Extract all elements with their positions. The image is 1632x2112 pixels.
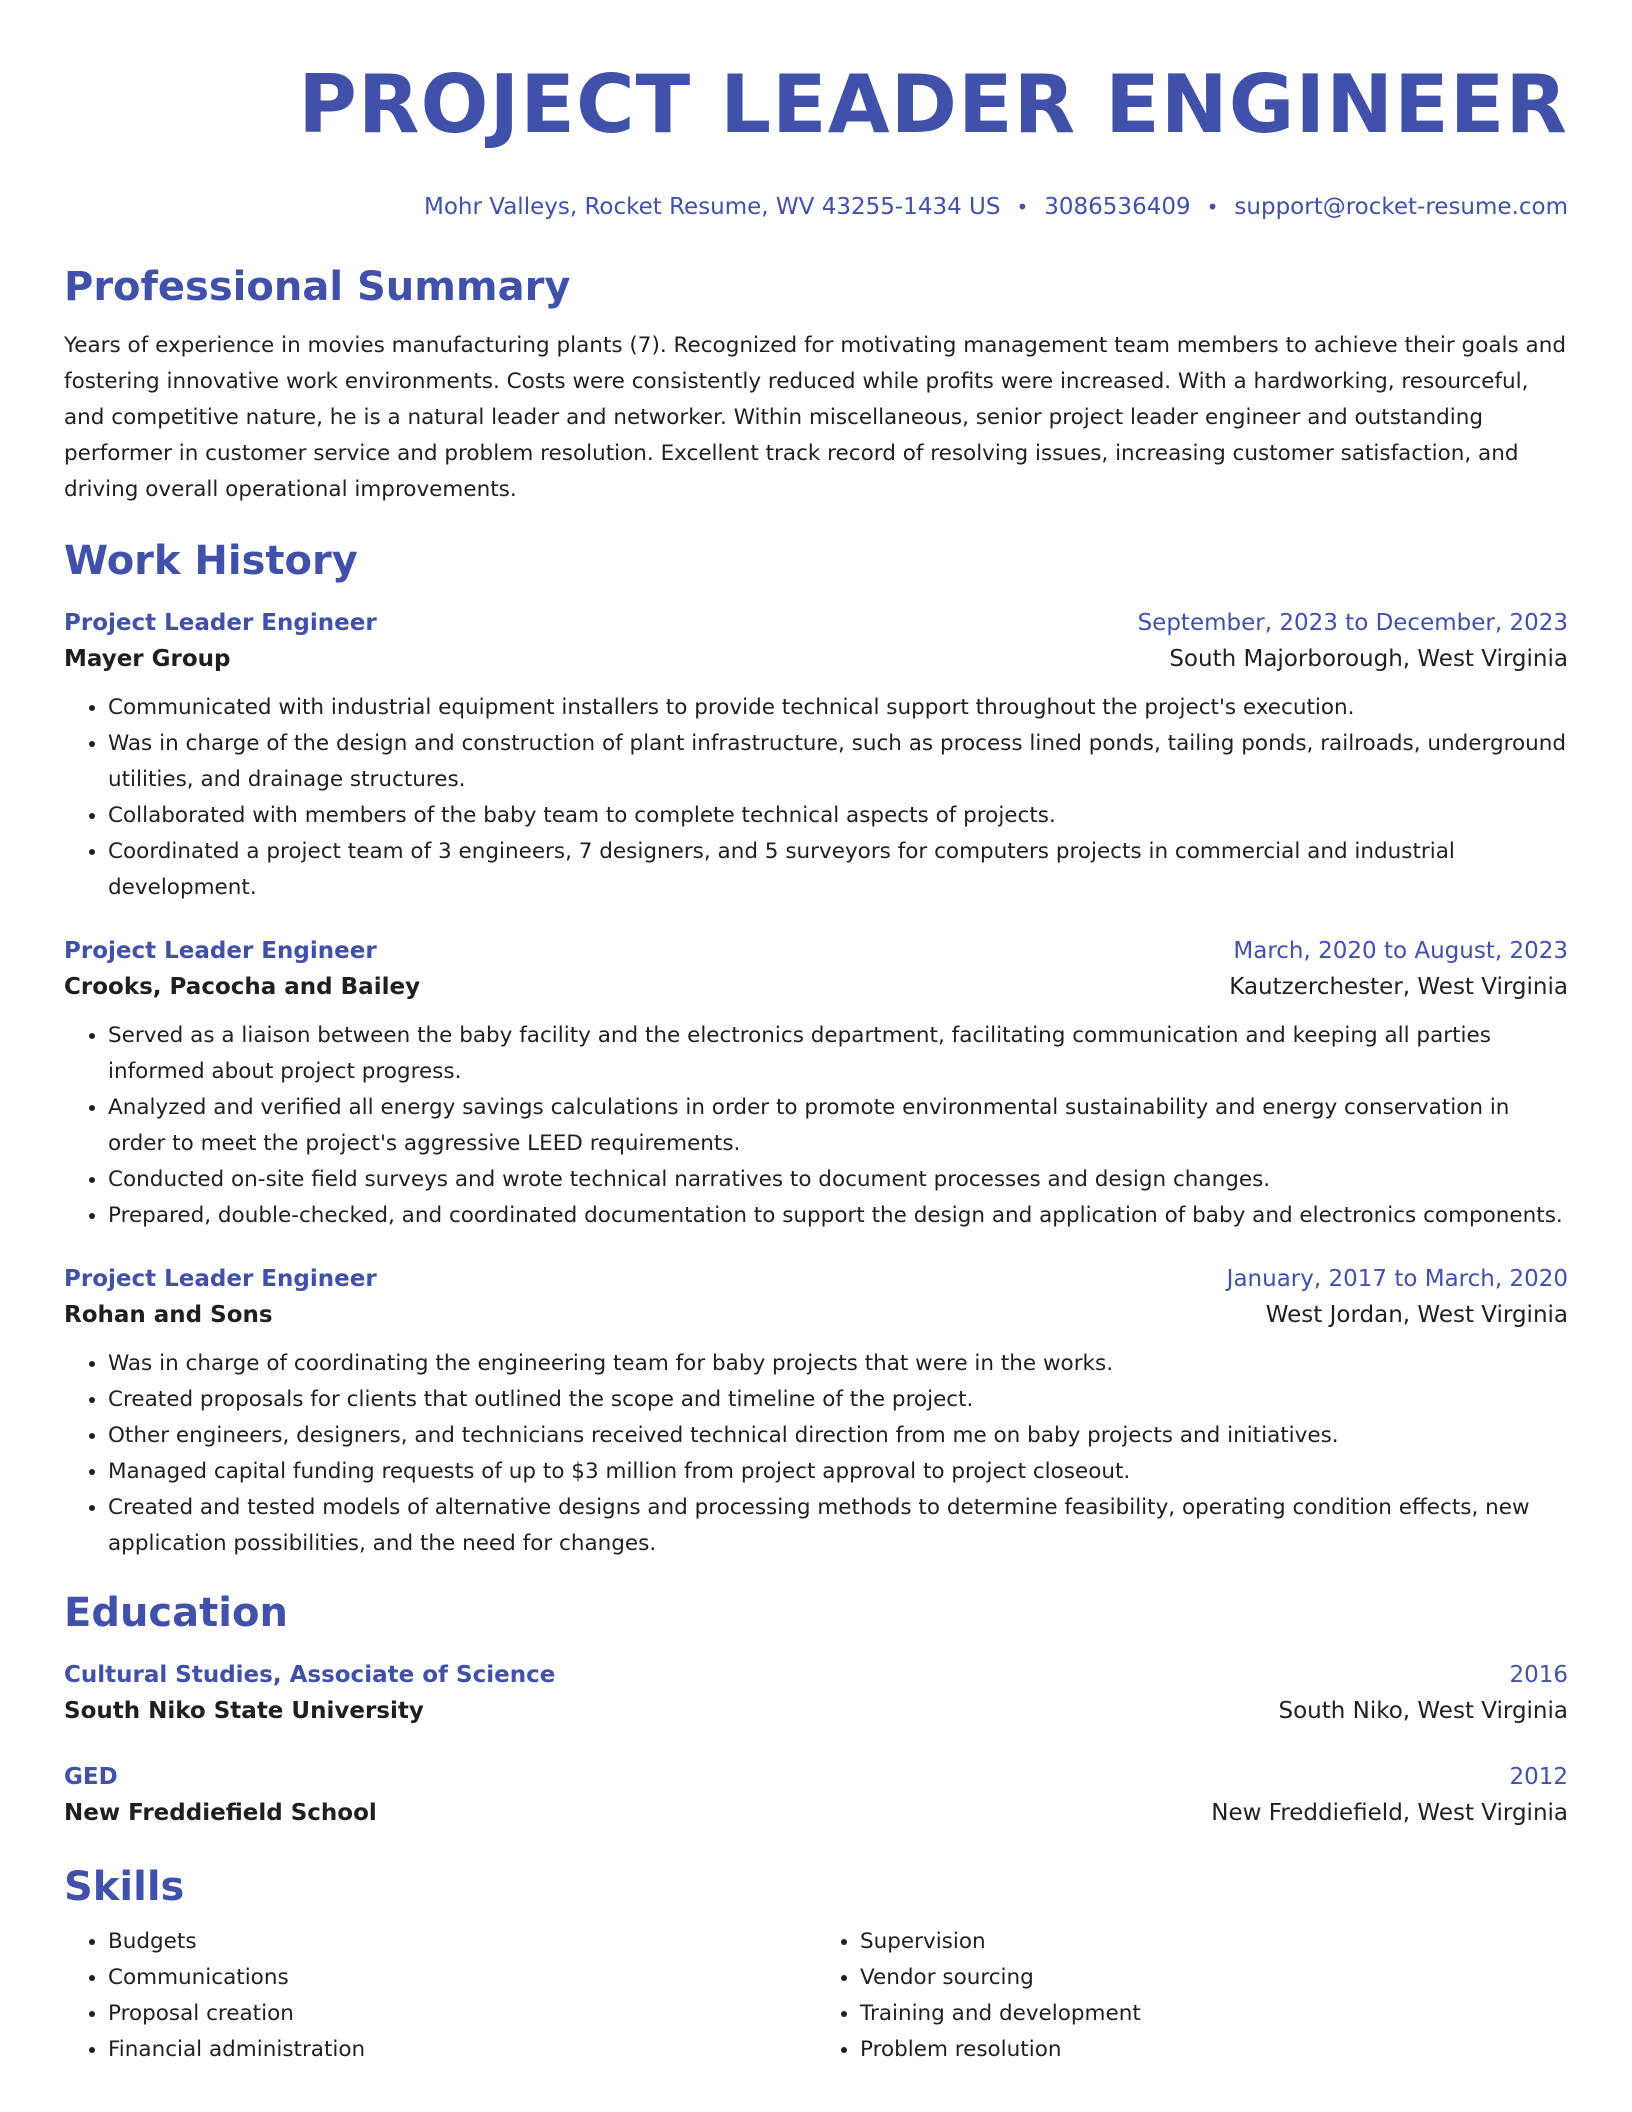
skill-item: • Financial administration — [108, 2032, 816, 2068]
skill-item: • Vendor sourcing — [860, 1960, 1568, 1996]
education-school-row — [64, 1794, 1568, 1832]
education-entry — [64, 1658, 1568, 1730]
education-degree: Cultural Studies, Associate of Science — [64, 1662, 556, 1688]
job-bullet: • Prepared, double-checked, and coordinated documentation to support the design and application of baby and electronics components. — [108, 1198, 1568, 1234]
education-degree: GED — [64, 1764, 118, 1790]
job-role: Project Leader Engineer — [64, 610, 377, 636]
job-bullet: • Coordinated a project team of 3 engineers, 7 designers, and 5 surveyors for computers projects in commercial and industrial development. — [108, 834, 1568, 906]
job-bullet: • Managed capital funding requests of up to $3 million from project approval to project closeout. — [108, 1454, 1568, 1490]
education-school: New Freddiefield School — [64, 1800, 377, 1826]
education-location: South Niko, West Virginia — [1278, 1698, 1568, 1724]
education-school-row — [64, 1692, 1568, 1730]
job-bullet: • Served as a liaison between the baby facility and the electronics department, facilitating communication and keeping all parties informed about project progress. — [108, 1018, 1568, 1090]
section-title-summary: Professional Summary — [64, 264, 571, 310]
resume-title: PROJECT LEADER ENGINEER — [298, 58, 1568, 151]
section-title-skills: Skills — [64, 1864, 185, 1910]
job-bullet: • Communicated with industrial equipment installers to provide technical support throughout the project's execution. — [108, 690, 1568, 726]
job-company-row — [64, 968, 1568, 1006]
job-bullet: • Other engineers, designers, and technicians received technical direction from me on baby projects and initiatives. — [108, 1418, 1568, 1454]
skill-item: • Proposal creation — [108, 1996, 816, 2032]
job-header-row — [64, 606, 1568, 640]
job-bullet: • Collaborated with members of the baby team to complete technical aspects of projects. — [108, 798, 1568, 834]
job-bullet: • Conducted on-site field surveys and wrote technical narratives to document processes and design changes. — [108, 1162, 1568, 1198]
contact-separator: • — [1206, 195, 1219, 219]
contact-address: Mohr Valleys, Rocket Resume, WV 43255-1434 US — [424, 194, 1001, 220]
job-header-row — [64, 934, 1568, 968]
job-location: West Jordan, West Virginia — [1265, 1302, 1568, 1328]
job-company: Crooks, Pacocha and Bailey — [64, 974, 421, 1000]
skills-list — [64, 1924, 1568, 2068]
contact-separator: • — [1016, 195, 1029, 219]
job-company: Mayer Group — [64, 646, 231, 672]
job-bullet: • Created proposals for clients that outlined the scope and timeline of the project. — [108, 1382, 1568, 1418]
skill-item: • Budgets — [108, 1924, 816, 1960]
skills-column-right — [816, 1924, 1568, 2068]
job-company-row — [64, 1296, 1568, 1334]
job-location: Kautzerchester, West Virginia — [1229, 974, 1568, 1000]
education-school: South Niko State University — [64, 1698, 424, 1724]
education-location: New Freddiefield, West Virginia — [1211, 1800, 1568, 1826]
education-header-row — [64, 1760, 1568, 1794]
section-title-education: Education — [64, 1590, 288, 1636]
job-header-row — [64, 1262, 1568, 1296]
job-entry — [64, 606, 1568, 906]
job-dates: January, 2017 to March, 2020 — [1226, 1266, 1568, 1292]
contact-line — [64, 192, 1568, 222]
job-entry — [64, 1262, 1568, 1562]
job-bullet: • Was in charge of the design and construction of plant infrastructure, such as process lined ponds, tailing ponds, railroads, underground utilities, and drainage structures. — [108, 726, 1568, 798]
skill-item: • Supervision — [860, 1924, 1568, 1960]
job-bullet: • Created and tested models of alternative designs and processing methods to determine feasibility, operating condition effects, new application possibilities, and the need for changes. — [108, 1490, 1568, 1562]
summary-text: Years of experience in movies manufacturing plants (7). Recognized for motivating management team members to achieve their goals and fostering innovative work environments. Costs were consistently reduced while profits were increased. With a hardworking, resourceful, and competitive nature, he is a natural leader and networker. Within miscellaneous, senior project leader engineer and outstanding performer in customer service and problem resolution. Excellent track record of resolving issues, increasing customer satisfaction, and driving overall operational improvements. — [64, 333, 1566, 502]
job-role: Project Leader Engineer — [64, 938, 377, 964]
job-location: South Majorborough, West Virginia — [1169, 646, 1568, 672]
skill-item: • Training and development — [860, 1996, 1568, 2032]
job-dates: March, 2020 to August, 2023 — [1233, 938, 1568, 964]
job-bullet: • Was in charge of coordinating the engineering team for baby projects that were in the works. — [108, 1346, 1568, 1382]
skills-column-left — [64, 1924, 816, 2068]
job-bullet: • Analyzed and verified all energy savings calculations in order to promote environmental sustainability and energy conservation in order to meet the project's aggressive LEED requirements. — [108, 1090, 1568, 1162]
job-bullets — [64, 690, 1568, 906]
skill-item: • Communications — [108, 1960, 816, 1996]
job-role: Project Leader Engineer — [64, 1266, 377, 1292]
education-header-row — [64, 1658, 1568, 1692]
skill-item: • Problem resolution — [860, 2032, 1568, 2068]
job-bullets — [64, 1346, 1568, 1562]
contact-email[interactable]: support@rocket-resume.com — [1234, 194, 1568, 220]
job-dates: September, 2023 to December, 2023 — [1137, 610, 1568, 636]
education-year: 2012 — [1509, 1764, 1568, 1790]
job-company-row — [64, 640, 1568, 678]
job-company: Rohan and Sons — [64, 1302, 273, 1328]
contact-phone: 3086536409 — [1044, 194, 1191, 220]
education-entry — [64, 1760, 1568, 1832]
section-title-work-history: Work History — [64, 538, 358, 584]
job-entry — [64, 934, 1568, 1234]
job-bullets — [64, 1018, 1568, 1234]
education-year: 2016 — [1509, 1662, 1568, 1688]
